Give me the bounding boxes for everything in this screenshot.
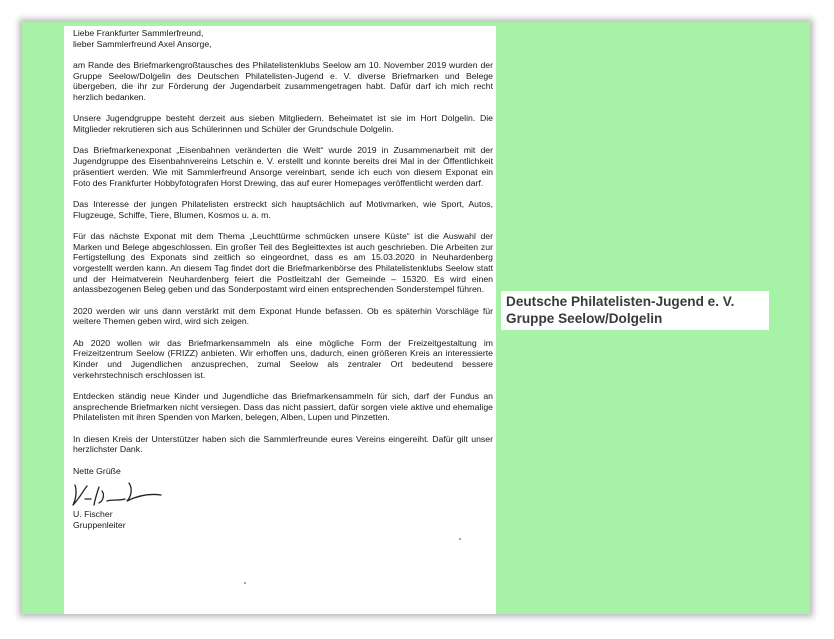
greeting-line-1: Liebe Frankfurter Sammlerfreund, xyxy=(73,28,204,38)
letter-paragraph: Das Interesse der jungen Philatelisten erstreckt sich hauptsächlich auf Motivmarken, wie Sport, Autos, Flugzeuge, Schiffe, Tiere, Blumen, Kosmos u. a. m. xyxy=(73,198,493,220)
letter-paragraph: Unsere Jugendgruppe besteht derzeit aus sieben Mitgliedern. Beheimatet ist sie im Hort Dolgelin. Die Mitglieder rekrutieren sich aus Schülerinnen und Schüler der Grundschule Dolgelin. xyxy=(73,113,493,135)
greeting-line-2: lieber Sammlerfreund Axel Ansorge, xyxy=(73,38,212,49)
letter-paragraph: In diesen Kreis der Unterstützer haben sich die Sammlerfreunde eures Vereins eingereiht. Dafür gilt unser herzlichster Dank. xyxy=(73,433,493,455)
signature-area xyxy=(73,477,493,509)
letter-paragraph: Entdecken ständig neue Kinder und Jugendliche das Briefmarkensammeln für sich, darf der Fundus an ansprechende Briefmarken nicht versiegen. Dass das nicht passiert, dafür sorgen viele aktive und ehemalige Philatelisten mit ihren Spenden von Marken, belegen, Alben, Lupen und Pinzetten. xyxy=(73,391,493,423)
closing-text: Nette Grüße xyxy=(73,465,121,476)
organization-name: Deutsche Philatelisten-Jugend e. V. xyxy=(506,294,735,309)
signer-name: U. Fischer xyxy=(73,509,113,520)
speck xyxy=(244,582,246,584)
group-name: Gruppe Seelow/Dolgelin xyxy=(506,310,663,326)
letter-body xyxy=(73,28,493,531)
letter-paragraph: 2020 werden wir uns dann verstärkt mit dem Exponat Hunde befassen. Ob es späterhin Vorschläge für weitere Themen geben wird, wird sich zeigen. xyxy=(73,305,493,327)
organization-label xyxy=(501,291,769,330)
letter-paragraph: Ab 2020 wollen wir das Briefmarkensammeln als eine mögliche Form der Freizeitgestaltung im Freizeitzentrum Seelow (FRIZZ) anbieten. Wir erhoffen uns, dadurch, einen größeren Kreis an interessierte Kinder und Jugendlichen anzusprechen, zumal Seelow als zentraler Ort bedeutend bessere verkehrstechnisch erschlossen ist. xyxy=(73,337,493,380)
speck xyxy=(459,538,461,540)
letter-paragraph: Für das nächste Exponat mit dem Thema „Leuchttürme schmücken unsere Küste“ ist die Auswahl der Marken und Belege abgeschlossen. Ein großer Teil des Begleittextes ist auch geschrieben. Die Arbeiten zur Fertigstellung des Exponats sind zeitlich so eingeordnet, dass es am 15.03.2020 in Neuhardenberg vorgestellt werden kann. An diesem Tag findet dort die Briefmarkenbörse des Philatelistenklubs Seelow statt und der Heimatverein Neuhardenberg feiert die Postleitzahl der Gemeinde – 15320. Es wird einen anlassbezogenen Beleg geben und das Sonderpostamt wird einen entsprechenden Sonderstempel führen. xyxy=(73,230,493,295)
letter-paragraph: Das Briefmarkenexponat „Eisenbahnen veränderten die Welt“ wurde 2019 in Zusammenarbeit mit der Jugendgruppe des Eisenbahnvereins Letschin e. V. erstellt und konnte bereits drei Mal in der Öffentlichkeit präsentiert werden. Wie mit Sammlerfreund Ansorge vereinbart, sende ich euch von diesem Exponat ein Foto des Frankfurter Hobbyfotografen Horst Drewing, das auf eurer Homepages veröffentlicht werden darf. xyxy=(73,145,493,188)
signature-icon xyxy=(69,477,179,509)
letter-paragraph: am Rande des Briefmarkengroßtausches des Philatelistenklubs Seelow am 10. November 2019 wurden der Gruppe Seelow/Dolgelin des Deutschen Philatelisten-Jugend e. V. diverse Briefmarken und Belege übergeben, die ihr zur Förderung der Jugendarbeit zusammengetragen habt. Dafür darf ich mich recht herzlich bedanken. xyxy=(73,60,493,103)
letter-page xyxy=(64,26,496,614)
signer-role: Gruppenleiter xyxy=(73,520,126,531)
